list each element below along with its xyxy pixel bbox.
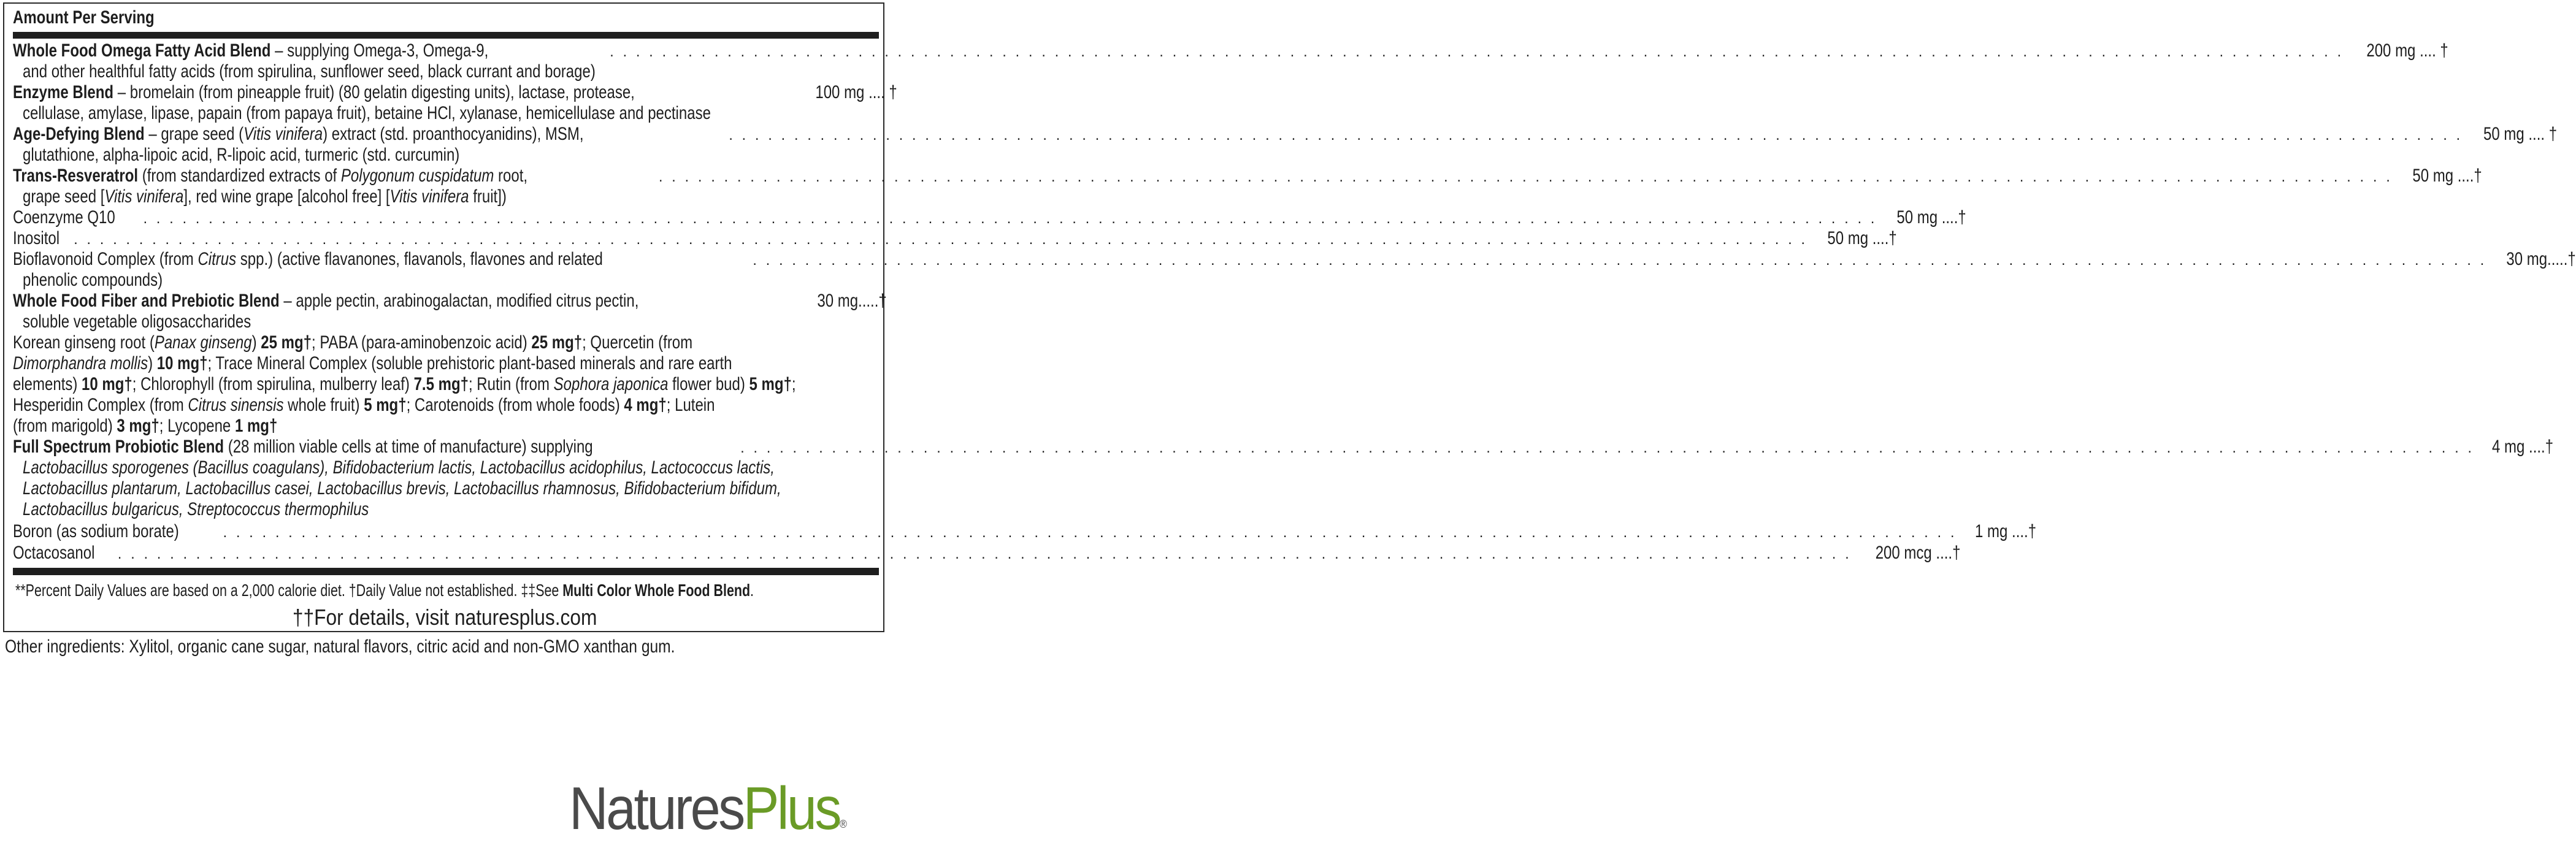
visit-website-note: ††For details, visit naturesplus.com [293,605,597,630]
ingredient-amount: 200 mcg ....† [1875,543,1961,563]
ingredient-continuation: grape seed [Vitis vinifera], red wine grape [alcohol free] [Vitis vinifera fruit]) [23,186,507,207]
ingredient-name: Full Spectrum Probiotic Blend [13,437,224,457]
paragraph-line: Korean ginseng root (Panax ginseng) 25 mg†; PABA (para-aminobenzoic acid) 25 mg†; Quercetin (from [13,332,693,353]
ingredient-amount: 100 mg .... † [815,82,898,102]
ingredient-desc: – supplying Omega-3, Omega-9, [270,40,489,61]
leader-dots: . . . . . . . . . . . . . . . . . . . . . . . . . . . . . . . . . . . . . . . . . . . . . . . . . . . . . . . . . . . . . . . . . . . . . . . . . . . . . . . . . . . . . . . . . . . . . . . . . . . . . . . . . . . . . . . . . . . . . . . . . . . . . . . . . . . . . [117,546,1852,562]
ingredient-row [13,437,2554,457]
daily-value-footnote: **Percent Daily Values are based on a 2,000 calorie diet. †Daily Value not established. ‡‡See Multi Color Whole Food Blend. [15,581,754,600]
ingredient-name: Whole Food Omega Fatty Acid Blend [13,40,271,61]
ingredient-row [13,291,887,311]
ingredient-amount: 50 mg .... † [2483,124,2558,144]
logo-plus: Plus [743,774,840,842]
ingredient-amount: 1 mg ....† [1974,521,2036,541]
ingredient-row: Trans-Resveratrol (from standardized extracts of Polygonum cuspidatum root, . . . . . . . . . . . . . . . . . . . . . . . . . . . . . . . . . . . . . . . . . . . . . . . . . . . . . . . . . . . . . . . . . . . . . . . . . . . . . . . . . . . . . . . . . . . . . . . . . . . . . . . . . . . . . . . . . . . . . . . . . . . . . . . . . . . . . 50 mg ....† [13,166,874,186]
ingredient-name: Trans-Resveratrol [13,166,139,186]
ingredient-row [13,521,2036,542]
ingredient-amount: 4 mg ....† [2492,437,2554,457]
leader-dots: . . . . . . . . . . . . . . . . . . . . . . . . . . . . . . . . . . . . . . . . . . . . . . . . . . . . . . . . . . . . . . . . . . . . . . . . . . . . . . . . . . . . . . . . . . . . . . . . . . . . . . . . . . . . . . . . . . . . . . . . . . . . . . . . . . . . . [658,169,2393,185]
ingredient-continuation: Lactobacillus sporogenes (Bacillus coagulans), Bifidobacterium lactis, Lactobacillus acidophilus, Lactococcus lactis, [23,457,775,478]
leader-dots: . . . . . . . . . . . . . . . . . . . . . . . . . . . . . . . . . . . . . . . . . . . . . . . . . . . . . . . . . . . . . . . . . . . . . . . . . . . . . . . . . . . . . . . . . . . . . . . . . . . . . . . . . . . . . . . . . . . . . . . . . . . . . . . . . . . . . [223,524,1957,541]
ingredient-desc: – bromelain (from pineapple fruit) (80 gelatin digesting units), lactase, protease, [113,82,635,102]
ingredient-row [13,228,1897,249]
registered-mark: ® [839,818,847,830]
leader-dots: . . . . . . . . . . . . . . . . . . . . . . . . . . . . . . . . . . . . . . . . . . . . . . . . . . . . . . . . . . . . . . . . . . . . . . . . . . . . . . . . . . . . . . . . . . . . . . . . . . . . . . . . . . . . . . . . . . . . . . . . . . . . . . . . . . . . . [729,127,2463,143]
ingredient-amount: 50 mg ....† [1827,228,1897,248]
ingredient-continuation: phenolic compounds) [23,270,163,290]
logo-natures: Natures [569,774,743,842]
amount-per-serving-heading: Amount Per Serving [13,7,155,28]
ingredient-name: Inositol [13,228,60,248]
paragraph-line: Dimorphandra mollis) 10 mg†; Trace Mineral Complex (soluble prehistoric plant-based minerals and rare earth [13,353,732,373]
leader-dots: . . . . . . . . . . . . . . . . . . . . . . . . . . . . . . . . . . . . . . . . . . . . . . . . . . . . . . . . . . . . . . . . . . . . . . . . . . . . . . . . . . . . . . . . . . . . . . . . . . . . . . . . . . . . . . . . . . . . . . . . . . . . . . . . . . . . . [740,440,2475,456]
ingredient-row: Bioflavonoid Complex (from Citrus spp.) (active flavanones, flavanols, flavones and related . . . . . . . . . . . . . . . . . . . . . . . . . . . . . . . . . . . . . . . . . . . . . . . . . . . . . . . . . . . . . . . . . . . . . . . . . . . . . . . . . . . . . . . . . . . . . . . . . . . . . . . . . . . . . . . . . . . . . . . . . . . . . . . . . . . . . 30 mg.....† [13,249,874,270]
ingredient-name: Whole Food Fiber and Prebiotic Blend [13,291,280,311]
ingredient-row [13,207,1967,228]
ingredient-row [13,543,1961,564]
supplement-facts-panel [3,2,2576,632]
ingredient-amount: 50 mg ....† [1896,207,1967,227]
ingredient-amount: 30 mg.....† [2506,249,2576,269]
paragraph-line: (from marigold) 3 mg†; Lycopene 1 mg† [13,416,278,436]
ingredient-continuation: and other healthful fatty acids (from spirulina, sunflower seed, black currant and borage) [23,61,596,82]
ingredient-continuation: cellulase, amylase, lipase, papain (from papaya fruit), betaine HCl, xylanase, hemicellulase and pectinase [23,103,711,123]
ingredient-row: Age-Defying Blend – grape seed (Vitis vinifera) extract (std. proanthocyanidins), MSM, . . . . . . . . . . . . . . . . . . . . . . . . . . . . . . . . . . . . . . . . . . . . . . . . . . . . . . . . . . . . . . . . . . . . . . . . . . . . . . . . . . . . . . . . . . . . . . . . . . . . . . . . . . . . . . . . . . . . . . . . . . . . . . . . . . . . . 50 mg .... † [13,124,874,145]
ingredient-amount: 50 mg ....† [2412,166,2482,186]
ingredient-continuation: glutathione, alpha-lipoic acid, R-lipoic acid, turmeric (std. curcumin) [23,145,460,165]
leader-dots: . . . . . . . . . . . . . . . . . . . . . . . . . . . . . . . . . . . . . . . . . . . . . . . . . . . . . . . . . . . . . . . . . . . . . . . . . . . . . . . . . . . . . . . . . . . . . . . . . . . . . . . . . . . . . . . . . . . . . . . . . . . . . . . . . . . . . [753,252,2487,269]
ingredient-continuation: Lactobacillus plantarum, Lactobacillus casei, Lactobacillus brevis, Lactobacillus rhamnosus, Bifidobacterium bifidum, [23,478,781,499]
other-ingredients: Other ingredients: Xylitol, organic cane sugar, natural flavors, citric acid and non-GMO xanthan gum. [5,636,675,657]
ingredient-name: Coenzyme Q10 [13,207,115,227]
ingredient-row [13,82,898,103]
ingredient-name: Octacosanol [13,543,95,563]
paragraph-line: elements) 10 mg†; Chlorophyll (from spirulina, mulberry leaf) 7.5 mg†; Rutin (from Sophora japonica flower bud) 5 mg†; [13,374,796,394]
ingredient-row [13,40,2448,61]
ingredient-amount: 30 mg.....† [817,291,887,311]
paragraph-line: Hesperidin Complex (from Citrus sinensis whole fruit) 5 mg†; Carotenoids (from whole foods) 4 mg†; Lutein [13,395,715,415]
divider-thick-top [13,32,879,39]
ingredient-desc: – apple pectin, arabinogalactan, modified citrus pectin, [279,291,639,311]
ingredient-continuation: soluble vegetable oligosaccharides [23,311,251,332]
ingredient-name: Age-Defying Blend [13,124,145,144]
ingredient-amount: 200 mg .... † [2366,40,2448,61]
naturesplus-logo [569,774,847,856]
ingredient-desc: (28 million viable cells at time of manufacture) supplying [224,437,593,457]
ingredient-name: Boron (as sodium borate) [13,521,179,541]
ingredient-continuation: Lactobacillus bulgaricus, Streptococcus thermophilus [23,499,369,519]
leader-dots: . . . . . . . . . . . . . . . . . . . . . . . . . . . . . . . . . . . . . . . . . . . . . . . . . . . . . . . . . . . . . . . . . . . . . . . . . . . . . . . . . . . . . . . . . . . . . . . . . . . . . . . . . . . . . . . . . . . . . . . . . . . . . . . . . . . . . [610,44,2344,60]
ingredient-name: Bioflavonoid Complex (from [13,249,198,269]
leader-dots: . . . . . . . . . . . . . . . . . . . . . . . . . . . . . . . . . . . . . . . . . . . . . . . . . . . . . . . . . . . . . . . . . . . . . . . . . . . . . . . . . . . . . . . . . . . . . . . . . . . . . . . . . . . . . . . . . . . . . . . . . . . . . . . . . . . . . [143,210,1877,227]
divider-thick-bottom [13,568,879,575]
ingredient-name: Enzyme Blend [13,82,114,102]
leader-dots: . . . . . . . . . . . . . . . . . . . . . . . . . . . . . . . . . . . . . . . . . . . . . . . . . . . . . . . . . . . . . . . . . . . . . . . . . . . . . . . . . . . . . . . . . . . . . . . . . . . . . . . . . . . . . . . . . . . . . . . . . . . . . . . . . . . . . [74,231,1808,248]
